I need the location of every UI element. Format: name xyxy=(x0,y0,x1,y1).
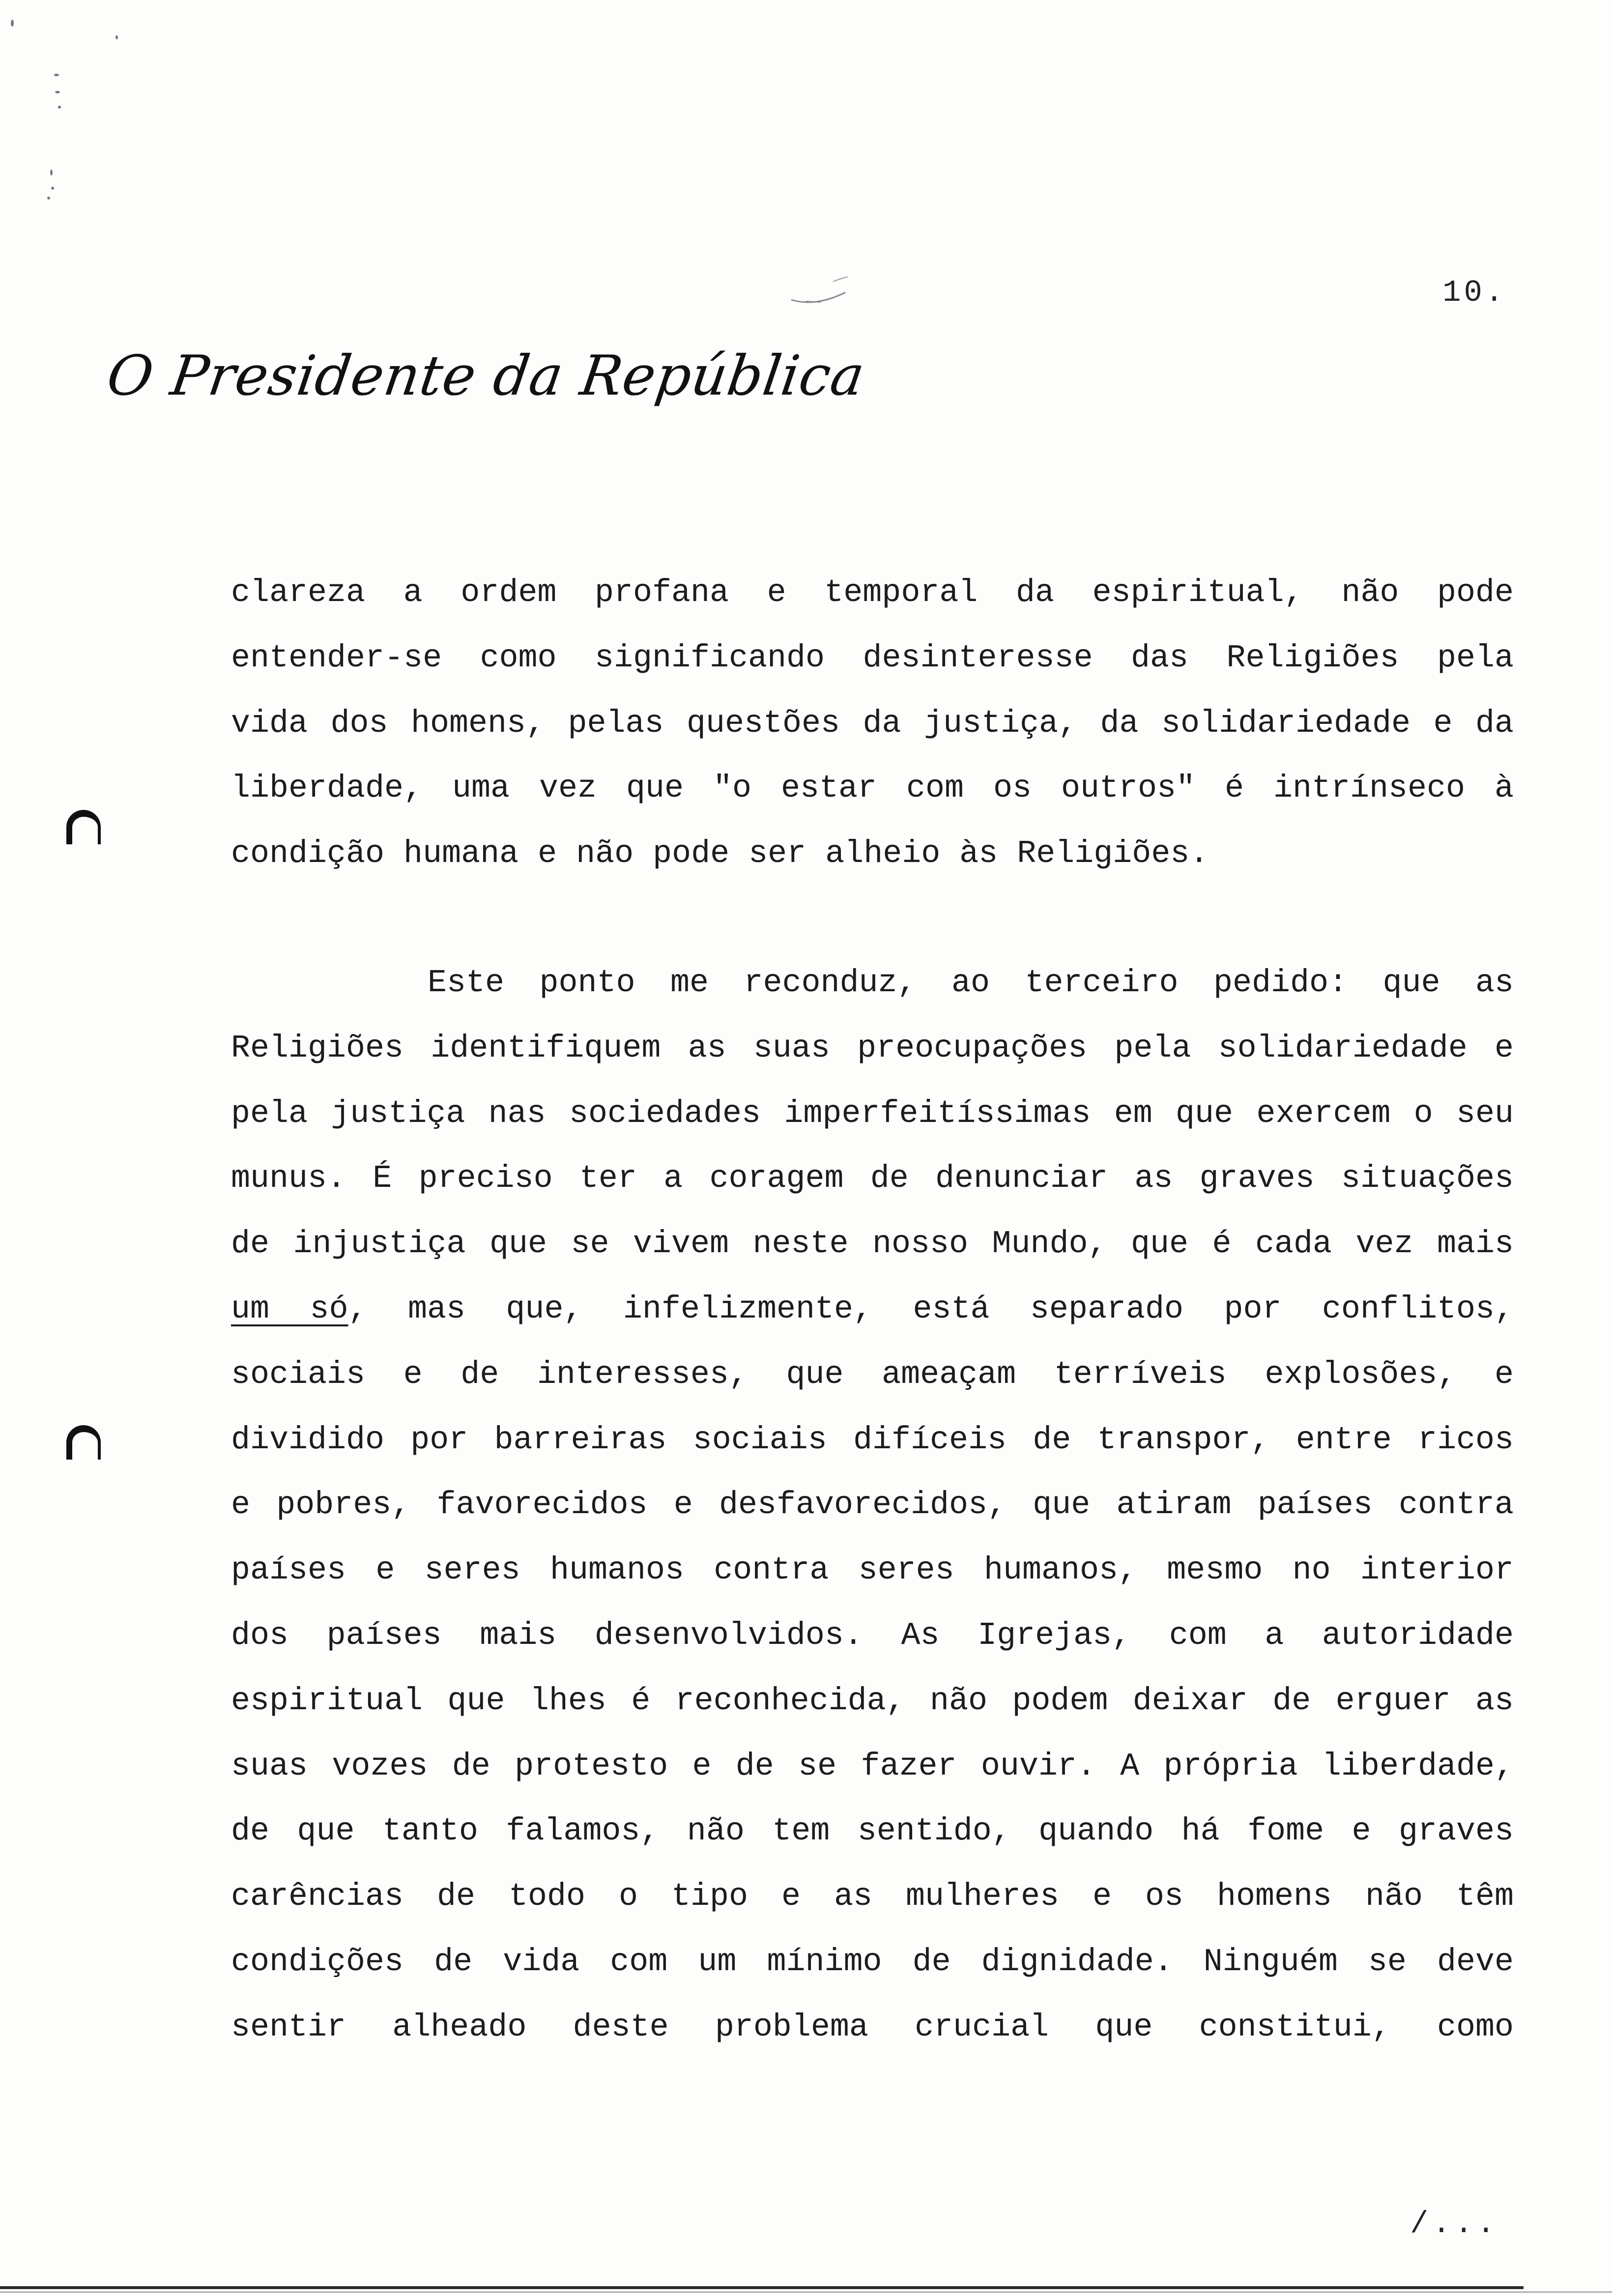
text-line: condição humana e não pode ser alheio às Religiões. xyxy=(231,835,1209,872)
bottom-edge-line xyxy=(0,2286,1524,2289)
scan-mark xyxy=(55,91,60,93)
text-line: munus. É preciso ter a coragem de denunciar as graves situações xyxy=(231,1160,1514,1197)
text-line: Este ponto me reconduz, ao terceiro pedido: que as xyxy=(428,964,1514,1001)
text-line-with-underline xyxy=(231,1277,1514,1342)
scan-mark xyxy=(47,197,50,200)
text-line: condições de vida com um mínimo de dignidade. Ninguém se deve xyxy=(231,1943,1514,1980)
punch-hole-mark xyxy=(66,1425,101,1460)
bottom-edge-shadow xyxy=(0,2291,1612,2293)
text-line: de injustiça que se vivem neste nosso Mundo, que é cada vez mais xyxy=(231,1226,1514,1263)
continuation-mark: /... xyxy=(1410,2207,1499,2241)
scan-mark xyxy=(115,35,118,39)
underlined-phrase: um só xyxy=(231,1291,348,1327)
text-line: clareza a ordem profana e temporal da espiritual, não pode xyxy=(231,574,1514,611)
text-line: sentir alheado deste problema crucial que constitui, como xyxy=(231,2009,1514,2045)
text-line: sociais e de interesses, que ameaçam terríveis explosões, e xyxy=(231,1356,1514,1393)
scan-mark xyxy=(54,74,59,76)
scan-mark xyxy=(51,187,54,190)
text-line: liberdade, uma vez que "o estar com os outros" é intrínseco à xyxy=(231,770,1514,807)
scan-mark xyxy=(50,170,53,175)
scan-mark xyxy=(11,20,14,27)
seal-smudge xyxy=(786,273,860,307)
page-number: 10. xyxy=(1442,275,1506,310)
text-line: dividido por barreiras sociais difíceis de transpor, entre ricos xyxy=(231,1421,1514,1458)
paragraph-1 xyxy=(231,560,1514,887)
body-text xyxy=(231,560,1514,2060)
text-line: suas vozes de protesto e de se fazer ouvir. A própria liberdade, xyxy=(231,1748,1514,1784)
letterhead-title: O Presidente da República xyxy=(103,344,869,408)
text-line: carências de todo o tipo e as mulheres e os homens não têm xyxy=(231,1878,1514,1915)
punch-hole-mark xyxy=(66,810,101,844)
text-line-rest: , mas que, infelizmente, está separado por conflitos, xyxy=(348,1291,1514,1327)
text-line: e pobres, favorecidos e desfavorecidos, que atiram países contra xyxy=(231,1487,1514,1523)
text-line: entender-se como significando desinteresse das Religiões pela xyxy=(231,639,1514,676)
paragraph-gap xyxy=(231,887,1514,950)
text-line: dos países mais desenvolvidos. As Igrejas, com a autoridade xyxy=(231,1617,1514,1654)
text-line: Religiões identifiquem as suas preocupações pela solidariedade e xyxy=(231,1030,1514,1066)
paragraph-2 xyxy=(231,950,1514,2060)
text-line: de que tanto falamos, não tem sentido, quando há fome e graves xyxy=(231,1813,1514,1850)
text-line: pela justiça nas sociedades imperfeitíssimas em que exercem o seu xyxy=(231,1095,1514,1132)
text-line: vida dos homens, pelas questões da justiça, da solidariedade e da xyxy=(231,705,1514,742)
text-line: países e seres humanos contra seres humanos, mesmo no interior xyxy=(231,1552,1514,1589)
text-line: espiritual que lhes é reconhecida, não podem deixar de erguer as xyxy=(231,1682,1514,1719)
scan-mark xyxy=(58,106,61,109)
